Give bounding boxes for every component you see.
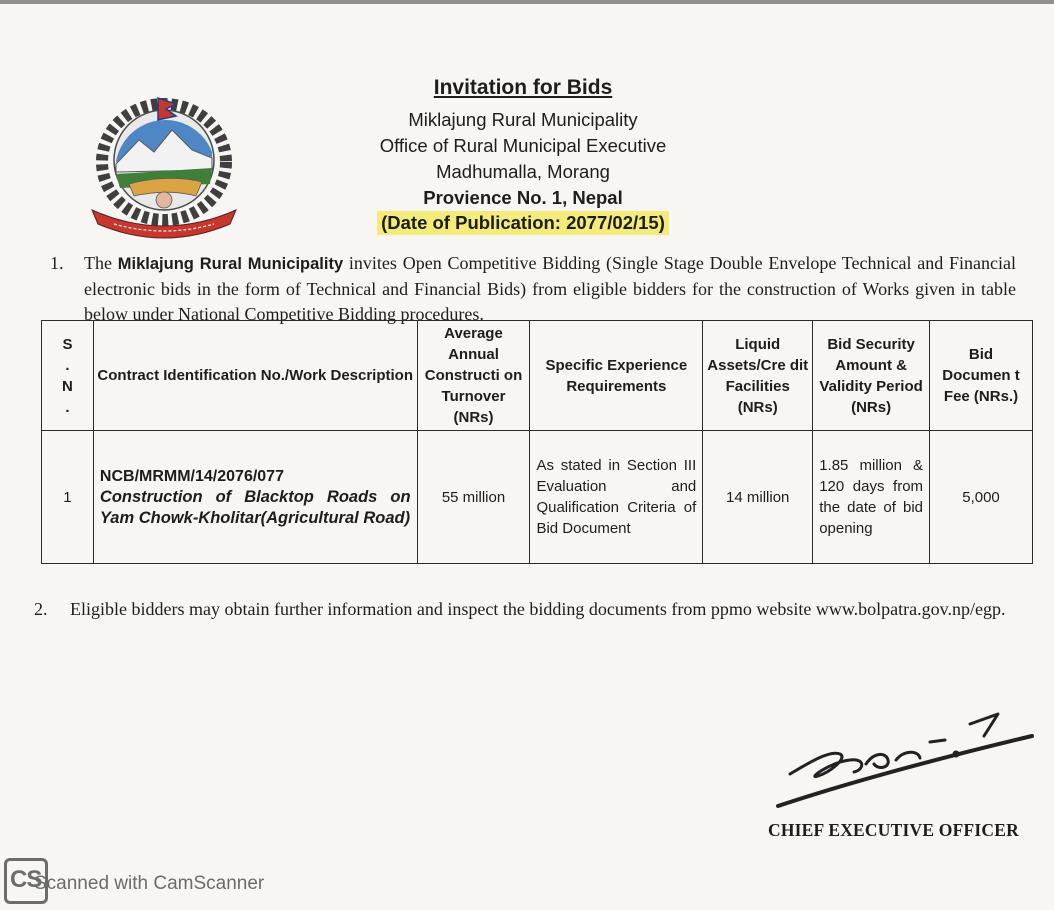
header-experience: Specific Experience Requirements: [530, 321, 703, 431]
cell-document-fee: 5,000: [930, 431, 1033, 564]
table-row: [42, 431, 1033, 564]
header-document-fee: Bid Documen t Fee (NRs.): [930, 321, 1033, 431]
paragraph-1: [50, 251, 1016, 327]
header-sn-char: N: [62, 377, 73, 395]
paragraph-number: 2.: [34, 599, 48, 619]
header-sn: [42, 321, 94, 431]
bids-table: [41, 320, 1033, 564]
signature-icon: [770, 702, 1040, 812]
header-bid-security: Bid Security Amount & Validity Period (NRs): [813, 321, 930, 431]
office-location: Madhumalla, Morang: [436, 161, 610, 182]
contract-id: NCB/MRMM/14/2076/077: [99, 467, 284, 485]
nepal-emblem-icon: [84, 92, 244, 242]
paragraph-text: Eligible bidders may obtain further information and inspect the bidding documents from ppmo website www.bolpatra.gov.np/egp.: [70, 599, 1006, 619]
municipality-name: Miklajung Rural Municipality: [408, 109, 638, 130]
text-run: The: [84, 253, 112, 273]
contract-description: Construction of Blacktop Roads on Yam Chowk-Kholitar(Agricultural Road): [99, 487, 411, 527]
header-sn-char: .: [65, 398, 70, 416]
camscanner-logo-text: CS: [10, 866, 42, 893]
header-sn-char: S: [62, 335, 73, 353]
paragraph-text: [84, 251, 1016, 327]
publication-date: (Date of Publication: 2077/02/15): [377, 211, 669, 235]
cell-experience: As stated in Section III Evaluation and Qualification Criteria of Bid Document: [530, 431, 703, 564]
header-contract: Contract Identification No./Work Description: [93, 321, 417, 431]
cell-sn: 1: [42, 431, 94, 564]
header-turnover: Average Annual Constructi on Turnover (NRs): [417, 321, 530, 431]
office-name: Office of Rural Municipal Executive: [379, 135, 667, 156]
signatory-title: CHIEF EXECUTIVE OFFICER: [768, 820, 1019, 840]
notice-header: [330, 76, 716, 235]
table-header-row: [42, 321, 1033, 431]
paragraph-2: [34, 597, 1024, 622]
municipality-emphasis: Miklajung Rural Municipality: [117, 255, 344, 273]
paragraph-number: 1.: [50, 253, 64, 273]
cell-bid-security: 1.85 million & 120 days from the date of bid opening: [813, 431, 930, 564]
text-run: invites Open Competitive Bidding (Single Stage Double Envelope Technical and Financial electronic bids in the form of Technical and Financial Bids) from eligible bidders for the construction of Works given in table below under National Competitive Bidding procedures.: [84, 253, 1017, 324]
camscanner-watermark: Scanned with CamScanner: [34, 873, 265, 894]
cell-turnover: 55 million: [417, 431, 530, 564]
header-sn-char: .: [65, 356, 70, 374]
scan-top-edge: [0, 0, 1054, 4]
notice-title: Invitation for Bids: [433, 76, 613, 99]
cell-contract: [93, 431, 417, 564]
cell-liquid-assets: 14 million: [703, 431, 813, 564]
header-liquid-assets: Liquid Assets/Cre dit Facilities (NRs): [703, 321, 813, 431]
province-line: Provience No. 1, Nepal: [423, 187, 623, 208]
